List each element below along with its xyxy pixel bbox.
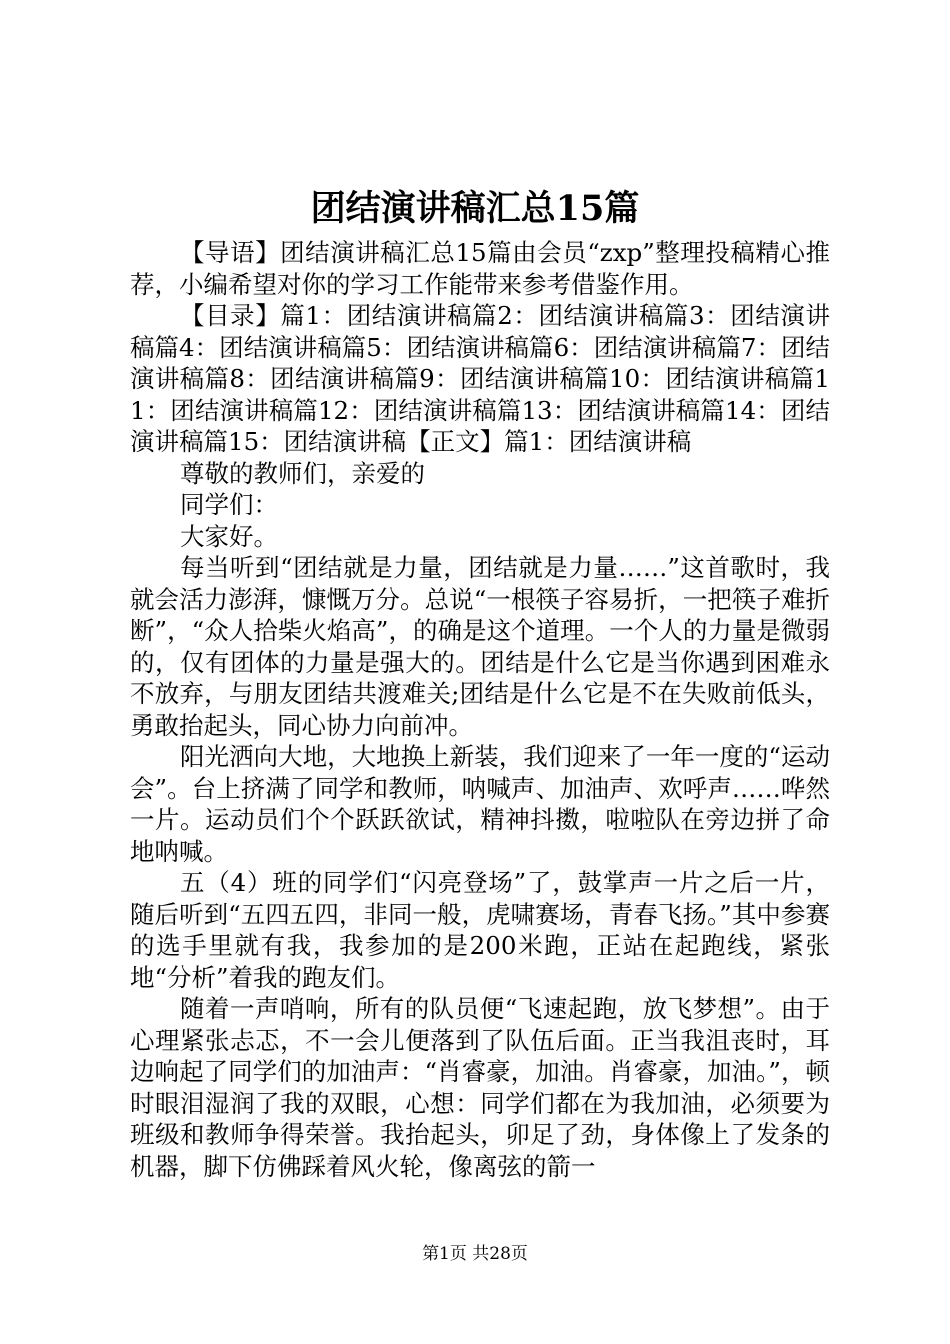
page-number-footer: 第1页 共28页: [422, 1244, 528, 1264]
paragraph-salutation: 尊敬的教师们，亲爱的: [180, 458, 425, 488]
paragraph-body: 随着一声哨响，所有的队员便“飞速起跑，放飞梦想”。由于心理紧张忐忑，不一会儿便落到了队伍后面。正当我沮丧时，耳边响起了同学们的加油声：“肖睿豪，加油。肖睿豪，加油。”，顿时眼泪湿润了我的双眼，心想：同学们都在为我加油，必须要为班级和教师争得荣誉。我抬起头，卯足了劲，身体像上了发条的机器，脚下仿佛踩着风火轮，像离弦的箭一: [130, 994, 830, 1181]
document-title: 团结演讲稿汇总15篇: [310, 188, 640, 229]
paragraph-greeting: 大家好。: [180, 521, 278, 551]
paragraph-body: 五（4）班的同学们“闪亮登场”了，鼓掌声一片之后一片，随后听到“五四五四，非同一般，虎啸赛场，青春飞扬。”其中参赛的选手里就有我，我参加的是200米跑，正站在起跑线，紧张地“分析”着我的跑友们。: [130, 868, 830, 992]
paragraph-table-of-contents: 【目录】篇1：团结演讲稿篇2：团结演讲稿篇3：团结演讲稿篇4：团结演讲稿篇5：团结演讲稿篇6：团结演讲稿篇7：团结演讲稿篇8：团结演讲稿篇9：团结演讲稿篇10：团结演讲稿篇11：团结演讲稿篇12：团结演讲稿篇13：团结演讲稿篇14：团结演讲稿篇15：团结演讲稿【正文】篇1：团结演讲稿: [130, 301, 830, 456]
paragraph-intro: 【导语】团结演讲稿汇总15篇由会员“zxp”整理投稿精心推荐，小编希望对你的学习工作能带来参考借鉴作用。: [130, 238, 830, 299]
paragraph-body: 每当听到“团结就是力量，团结就是力量……”这首歌时，我就会活力澎湃，慷慨万分。总说“一根筷子容易折，一把筷子难折断”，“众人拾柴火焰高”，的确是这个道理。一个人的力量是微弱的，仅有团体的力量是强大的。团结是什么它是当你遇到困难永不放弃，与朋友团结共渡难关;团结是什么它是不在失败前低头，勇敢抬起头，同心协力向前冲。: [130, 553, 830, 740]
paragraph-body: 阳光洒向大地，大地换上新装，我们迎来了一年一度的“运动会”。台上挤满了同学和教师，呐喊声、加油声、欢呼声……哗然一片。运动员们个个跃跃欲试，精神抖擞，啦啦队在旁边拼了命地呐喊。: [130, 742, 830, 866]
paragraph-salutation-continued: 同学们：: [180, 490, 278, 519]
document-body: [130, 237, 830, 1182]
